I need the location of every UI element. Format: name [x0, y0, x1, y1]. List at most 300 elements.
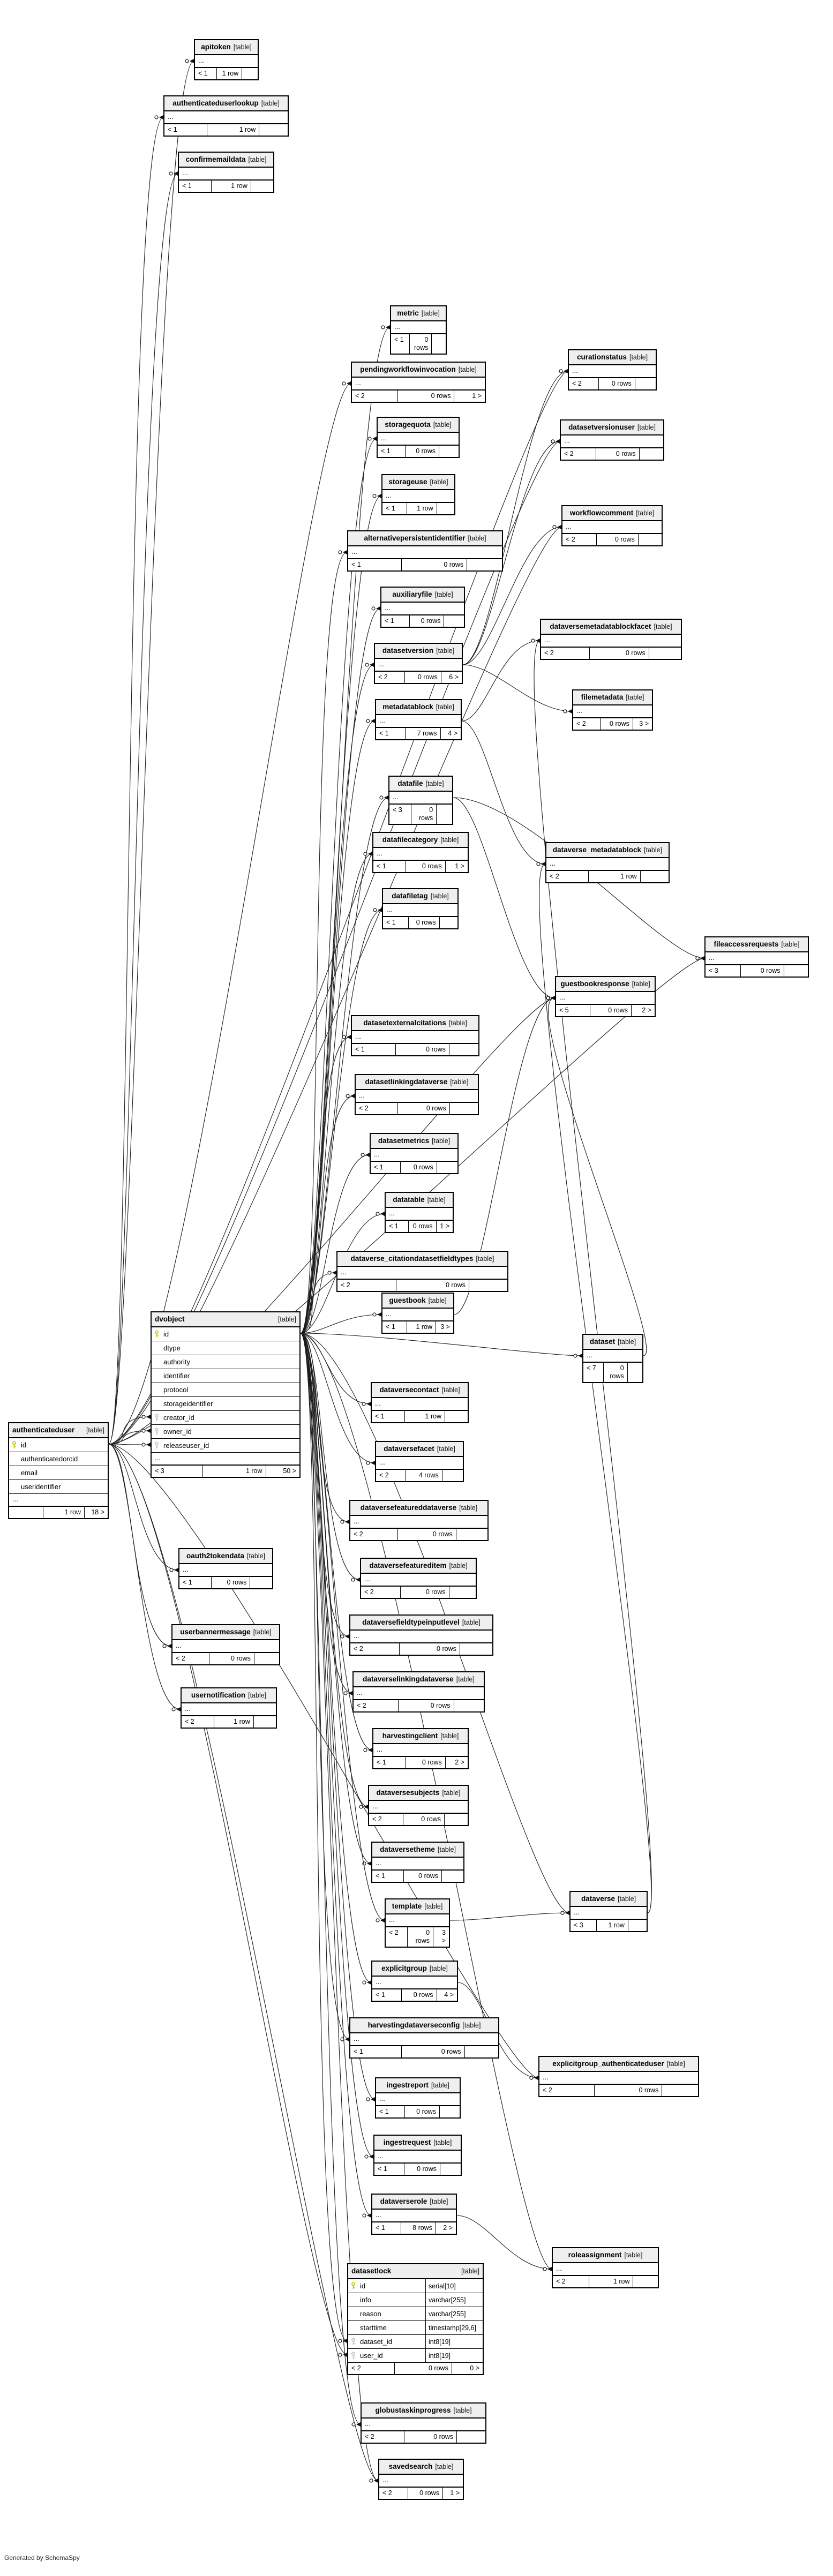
table-footer — [583, 1363, 642, 1382]
row-count: 0 rows — [596, 448, 639, 460]
outgoing-fk-count: 3 > — [440, 1323, 450, 1331]
column-row-starttime — [348, 2321, 483, 2335]
relationship-edge-template-dataverse — [450, 1913, 569, 1920]
incoming-fk-count: < 2 — [354, 1700, 399, 1711]
table-datafilecategory[interactable] — [372, 832, 469, 873]
incoming-fk-count: < 2 — [546, 871, 589, 882]
incoming-fk-count: < 2 — [337, 1280, 396, 1291]
table-name: filemetadata — [581, 693, 624, 701]
column-name: releaseuser_id — [163, 1441, 209, 1450]
table-name: metric — [397, 309, 419, 317]
table-fileaccessrequests[interactable] — [704, 936, 809, 978]
incoming-fk-count: < 2 — [172, 1653, 209, 1664]
incoming-fk-count: < 1 — [179, 181, 212, 192]
table-header — [378, 418, 459, 433]
relationship-edge-dataverse-dataverse_metadatablock — [539, 864, 651, 1913]
outgoing-fk-count — [445, 1814, 468, 1825]
incoming-fk-count: < 3 — [706, 965, 741, 977]
table-type-label: [table] — [617, 1895, 636, 1903]
outgoing-fk-count — [467, 559, 502, 570]
table-footer — [376, 2106, 460, 2117]
table-template[interactable] — [385, 1898, 450, 1948]
table-globustaskinprogress[interactable] — [361, 2402, 486, 2444]
row-count: 1 row — [217, 68, 243, 79]
table-footer — [546, 871, 669, 882]
table-auxiliaryfile[interactable] — [380, 587, 465, 628]
table-header — [573, 690, 652, 705]
table-footer — [389, 805, 452, 824]
outgoing-fk-count: 2 > — [443, 2224, 453, 2232]
table-header — [348, 531, 502, 546]
collapsed-columns-ellipsis: ... — [372, 2210, 456, 2222]
primary-key-icon — [152, 1330, 161, 1338]
table-datasetmetrics[interactable] — [370, 1133, 459, 1174]
outgoing-fk-count — [662, 2085, 698, 2096]
table-name: harvestingdataverseconfig — [367, 2021, 460, 2029]
table-guestbook[interactable] — [381, 1293, 454, 1334]
table-footer — [356, 1103, 478, 1114]
table-dataversetheme[interactable] — [371, 1842, 464, 1883]
collapsed-columns-ellipsis: ... — [391, 321, 446, 334]
table-name: fileaccessrequests — [714, 940, 779, 948]
table-datafiletag[interactable] — [382, 888, 459, 929]
table-type-label: [table] — [461, 2267, 479, 2275]
outgoing-fk-count — [254, 1653, 279, 1664]
table-header — [546, 843, 669, 858]
row-count: 1 row — [214, 1716, 254, 1728]
table-curationstatus[interactable] — [568, 349, 657, 390]
table-header — [373, 1729, 468, 1744]
table-footer — [383, 917, 457, 928]
column-name: storageidentifier — [163, 1400, 213, 1408]
table-name: ingestrequest — [383, 2138, 431, 2146]
table-footer — [382, 1321, 453, 1333]
collapsed-columns-ellipsis: ... — [583, 1350, 642, 1363]
table-type-label: [table] — [462, 1619, 481, 1626]
table-type-label: [table] — [436, 647, 455, 655]
outgoing-fk-count — [442, 1470, 463, 1481]
table-explicitgroup_authenticateduser[interactable] — [538, 2056, 699, 2097]
column-type: int8[19] — [425, 2349, 483, 2362]
table-storagequota[interactable] — [377, 417, 460, 458]
table-authenticateduserlookup[interactable] — [163, 95, 289, 137]
table-header — [371, 1134, 457, 1149]
table-name: dvobject — [155, 1315, 185, 1323]
outgoing-fk-count: 1 > — [450, 2489, 460, 2497]
table-header — [179, 1549, 272, 1564]
column-row-dataset_id — [348, 2335, 483, 2349]
table-header — [389, 777, 452, 792]
column-row-id — [348, 2279, 483, 2293]
relationship-edge-authenticateduser-authenticateduserlookup — [109, 117, 163, 1444]
table-name: metadatablock — [382, 703, 433, 711]
row-count: 0 rows — [604, 1363, 628, 1382]
table-name: dataverse_citationdatasetfieldtypes — [350, 1255, 474, 1263]
table-header — [361, 1559, 476, 1574]
collapsed-columns-ellipsis: ... — [553, 2263, 658, 2276]
column-name: authority — [163, 1358, 190, 1366]
collapsed-columns-ellipsis: ... — [541, 635, 681, 648]
table-footer — [372, 2222, 456, 2234]
table-footer — [379, 2488, 463, 2499]
collapsed-columns-ellipsis: ... — [350, 1631, 492, 1643]
column-type: varchar[255] — [425, 2307, 483, 2320]
table-type-label: [table] — [644, 846, 663, 854]
table-footer — [350, 1529, 487, 1540]
outgoing-fk-count: 50 > — [283, 1467, 296, 1475]
table-type-label: [table] — [629, 354, 648, 361]
table-dataverselinkingdataverse[interactable] — [352, 1671, 485, 1713]
table-name: dataversefeatureddataverse — [360, 1504, 457, 1512]
column-row-useridentifier — [9, 1480, 108, 1494]
incoming-fk-count: < 2 — [376, 1470, 406, 1481]
incoming-fk-count: < 2 — [569, 378, 599, 389]
collapsed-columns-ellipsis: ... — [378, 433, 459, 446]
table-dataversefeatureddataverse[interactable] — [349, 1500, 489, 1541]
incoming-fk-count: < 2 — [182, 1716, 214, 1728]
incoming-fk-count: < 2 — [386, 1927, 408, 1947]
table-header — [348, 2264, 483, 2279]
table-header — [362, 2404, 485, 2419]
column-row-authority — [152, 1355, 299, 1369]
table-type-label: [table] — [430, 478, 448, 486]
table-pendingworkflowinvocation[interactable] — [351, 362, 486, 403]
table-name: explicitgroup_authenticateduser — [552, 2060, 664, 2068]
row-count: 0 rows — [400, 1643, 460, 1655]
column-row-info — [348, 2293, 483, 2307]
relationship-edge-dvobject-dataset — [301, 1333, 582, 1356]
outgoing-fk-count — [445, 1411, 468, 1422]
table-type-label: [table] — [432, 1137, 451, 1145]
incoming-fk-count: < 7 — [583, 1363, 604, 1382]
table-footer — [373, 1757, 468, 1768]
incoming-fk-count: < 1 — [376, 2106, 405, 2117]
table-dataverse[interactable] — [569, 1891, 648, 1932]
incoming-fk-count: < 1 — [348, 559, 402, 570]
table-harvestingclient[interactable] — [372, 1728, 469, 1769]
table-name: workflowcomment — [569, 509, 634, 517]
table-footer — [172, 1653, 279, 1664]
table-header — [569, 350, 656, 365]
table-type-label: [table] — [450, 1078, 469, 1086]
collapsed-columns-ellipsis: ... — [372, 1977, 457, 1989]
table-name: datasetexternalcitations — [363, 1019, 446, 1027]
outgoing-fk-count — [456, 1529, 487, 1540]
incoming-fk-count: < 2 — [379, 2488, 408, 2499]
table-type-label: [table] — [421, 310, 440, 317]
table-dataset[interactable] — [582, 1334, 643, 1383]
table-name: dataversemetadatablockfacet — [550, 622, 651, 630]
table-alternativepersistentidentifier[interactable] — [347, 530, 503, 572]
relationship-edge-metadatablock-dataversemetadatablockfacet — [462, 641, 540, 721]
row-count: 1 row — [407, 1321, 436, 1333]
foreign-key-icon — [152, 1428, 161, 1436]
table-header — [152, 1312, 299, 1327]
outgoing-fk-count — [457, 2431, 485, 2443]
relationship-edge-authenticateduser-workflowcomment — [109, 527, 561, 1444]
row-count: 1 row — [43, 1507, 85, 1518]
table-header — [350, 1501, 487, 1516]
incoming-fk-count: < 1 — [164, 124, 207, 136]
table-footer — [569, 378, 656, 389]
row-count: 0 rows — [741, 965, 784, 977]
table-type-label: [table] — [253, 1628, 272, 1636]
table-confirmemaildata[interactable] — [178, 152, 274, 193]
incoming-fk-count: < 2 — [561, 448, 596, 460]
table-dataverserole[interactable] — [371, 2194, 457, 2235]
incoming-fk-count: < 1 — [372, 2222, 401, 2234]
incoming-fk-count: < 2 — [369, 1814, 403, 1825]
table-datasetversion[interactable] — [374, 643, 463, 684]
table-datasetversionuser[interactable] — [560, 419, 664, 461]
column-type: serial[10] — [425, 2279, 483, 2293]
table-dataversemetadatablockfacet[interactable] — [540, 619, 682, 660]
row-count: 0 rows — [411, 805, 437, 824]
incoming-fk-count: < 1 — [376, 728, 406, 739]
relationship-edge-datafile-guestbookresponse — [453, 798, 555, 998]
table-name: apitoken — [201, 43, 231, 51]
table-storageuse[interactable] — [381, 474, 455, 515]
outgoing-fk-count — [465, 2046, 498, 2057]
outgoing-fk-count — [635, 378, 656, 389]
table-name: dataversesubjects — [376, 1789, 440, 1797]
table-savedsearch[interactable] — [378, 2459, 464, 2500]
table-type-label: [table] — [456, 1676, 475, 1683]
relationship-edge-authenticateduser-dvobject — [109, 1444, 151, 1445]
table-workflowcomment[interactable] — [561, 505, 663, 546]
table-name: dataverserole — [380, 2197, 427, 2205]
table-datasetexternalcitations[interactable] — [351, 1015, 479, 1056]
table-header — [381, 588, 464, 603]
table-footer — [382, 503, 454, 514]
table-explicitgroup[interactable] — [371, 1961, 458, 2002]
table-dataverse_metadatablock[interactable] — [545, 842, 670, 883]
table-ingestrequest[interactable] — [373, 2135, 462, 2176]
column-name: email — [21, 1469, 38, 1477]
incoming-fk-count: < 1 — [391, 334, 410, 354]
incoming-fk-count: < 1 — [352, 1044, 396, 1055]
outgoing-fk-count: 1 > — [455, 862, 464, 870]
table-metric[interactable] — [390, 305, 447, 355]
table-dataversefacet[interactable] — [375, 1441, 464, 1482]
row-count: 0 rows — [209, 1653, 254, 1664]
collapsed-columns-ellipsis: ... — [350, 2033, 498, 2046]
table-header — [376, 1442, 463, 1457]
table-header — [179, 153, 273, 168]
outgoing-fk-count: 4 > — [444, 1991, 454, 1999]
column-type: int8[19] — [425, 2335, 483, 2348]
collapsed-columns-ellipsis: ... — [376, 1457, 463, 1470]
incoming-fk-count: < 2 — [350, 1643, 400, 1655]
row-count: 1 row — [589, 871, 640, 882]
table-footer — [376, 1470, 463, 1481]
table-type-label: [table] — [624, 2251, 643, 2259]
outgoing-fk-count: 18 > — [91, 1508, 104, 1516]
table-type-label: [table] — [458, 366, 477, 373]
table-type-label: [table] — [636, 509, 655, 517]
collapsed-columns-ellipsis: ... — [561, 435, 663, 448]
outgoing-fk-count — [628, 1920, 647, 1931]
table-type-label: [table] — [462, 2022, 481, 2029]
incoming-fk-count: < 2 — [541, 648, 590, 659]
column-name: id — [360, 2282, 366, 2290]
table-dataversefeatureditem[interactable] — [360, 1558, 477, 1599]
table-name: harvestingclient — [382, 1732, 438, 1740]
outgoing-fk-count — [439, 446, 459, 457]
column-name: id — [21, 1441, 27, 1449]
table-apitoken[interactable] — [194, 39, 259, 80]
table-name: datasetlinkingdataverse — [365, 1078, 448, 1086]
outgoing-fk-count — [649, 648, 681, 659]
outgoing-fk-count — [449, 1044, 478, 1055]
primary-key-icon — [9, 1441, 19, 1449]
table-type-label: [table] — [781, 941, 800, 948]
table-footer — [571, 1920, 647, 1931]
row-count: 0 rows — [595, 2085, 662, 2096]
column-row-storageidentifier — [152, 1397, 299, 1411]
row-count: 0 rows — [396, 1280, 469, 1291]
table-footer — [372, 1871, 463, 1882]
table-header — [352, 363, 485, 378]
table-footer — [556, 1005, 655, 1016]
outgoing-fk-count — [259, 124, 288, 136]
table-header — [352, 1016, 478, 1031]
outgoing-fk-count — [449, 1587, 476, 1598]
table-name: dataversefeatureditem — [369, 1561, 447, 1569]
column-row-reason — [348, 2307, 483, 2321]
table-name: authenticateduser — [12, 1426, 75, 1434]
outgoing-fk-count: 1 > — [440, 1222, 449, 1230]
table-datasetlock[interactable] — [347, 2263, 484, 2375]
column-row-identifier — [152, 1369, 299, 1383]
table-type-label: [table] — [437, 1846, 456, 1853]
column-name: id — [163, 1330, 169, 1338]
row-count: 0 rows — [408, 2488, 443, 2499]
column-row-releaseuser_id — [152, 1439, 299, 1453]
collapsed-columns-ellipsis: ... — [356, 1090, 478, 1103]
table-name: datafiletag — [392, 892, 428, 900]
table-type-label: [table] — [433, 2139, 452, 2146]
table-type-label: [table] — [246, 1552, 266, 1560]
table-header — [350, 1616, 492, 1631]
table-name: datafile — [397, 779, 423, 787]
table-name: dataversefacet — [384, 1445, 434, 1453]
table-footer — [378, 446, 459, 457]
table-header — [541, 620, 681, 635]
outgoing-fk-count — [641, 871, 669, 882]
table-footer — [195, 68, 258, 79]
table-footer — [375, 672, 462, 683]
table-metadatablock[interactable] — [375, 699, 462, 740]
table-oauth2tokendata[interactable] — [178, 1548, 273, 1589]
table-header — [553, 2248, 658, 2263]
table-footer — [350, 2046, 498, 2057]
table-name: oauth2tokendata — [186, 1552, 244, 1560]
table-userbannermessage[interactable] — [171, 1624, 280, 1665]
relationship-edge-dataverserole-roleassignment — [457, 2215, 552, 2269]
row-count: 0 rows — [404, 2164, 440, 2175]
collapsed-columns-ellipsis: ... — [379, 2475, 463, 2488]
table-name: pendingworkflowinvocation — [360, 365, 456, 373]
primary-key-icon — [348, 2282, 358, 2290]
collapsed-columns-ellipsis: ... — [381, 603, 464, 615]
outgoing-fk-count — [628, 1363, 642, 1382]
table-name: curationstatus — [576, 353, 627, 361]
table-usernotification[interactable] — [181, 1687, 277, 1729]
incoming-fk-count: < 2 — [350, 1529, 398, 1540]
row-count: 0 rows — [408, 1927, 433, 1947]
table-name: dataversetheme — [380, 1845, 435, 1853]
table-header — [382, 475, 454, 490]
row-count: 0 rows — [406, 1757, 446, 1768]
table-footer — [562, 534, 662, 545]
table-header — [376, 700, 461, 715]
collapsed-columns-ellipsis: ... — [164, 111, 288, 124]
table-header — [164, 96, 288, 111]
table-footer — [348, 2363, 483, 2374]
table-header — [391, 306, 446, 321]
row-count: 0 rows — [398, 1103, 449, 1114]
table-footer — [386, 1927, 449, 1947]
table-header — [379, 2460, 463, 2475]
row-count: 4 rows — [406, 1470, 442, 1481]
table-dataverse_citationdatasetfieldtypes[interactable] — [336, 1251, 508, 1292]
table-name: dataverse_metadatablock — [552, 846, 642, 854]
collapsed-columns-ellipsis: ... — [386, 1914, 449, 1927]
incoming-fk-count: < 2 — [352, 390, 398, 402]
table-dataversecontact[interactable] — [371, 1382, 469, 1423]
table-header — [369, 1786, 468, 1801]
table-header — [372, 1962, 457, 1977]
table-ingestreport[interactable] — [375, 2077, 461, 2119]
table-type-label: [table] — [468, 535, 486, 542]
row-count: 0 rows — [395, 2363, 452, 2374]
table-type-label: [table] — [86, 1426, 104, 1434]
column-name: useridentifier — [21, 1483, 61, 1491]
table-header — [583, 1335, 642, 1350]
relationship-edge-authenticateduser-usernotification — [109, 1444, 181, 1709]
incoming-fk-count: < 2 — [362, 2431, 404, 2443]
table-datasetlinkingdataverse[interactable] — [355, 1074, 479, 1115]
table-dvobject[interactable] — [151, 1311, 301, 1478]
table-dataversesubjects[interactable] — [368, 1785, 469, 1826]
row-count: 0 rows — [590, 1005, 632, 1016]
table-name: datasetversion — [382, 647, 434, 655]
outgoing-fk-count — [432, 334, 446, 354]
column-name: owner_id — [163, 1428, 192, 1436]
table-name: auxiliaryfile — [392, 590, 432, 598]
table-type-label: [table] — [427, 1196, 446, 1204]
table-authenticateduser[interactable] — [8, 1422, 109, 1519]
table-type-label: [table] — [449, 1562, 468, 1569]
row-count: 0 rows — [401, 1587, 449, 1598]
table-guestbookresponse[interactable] — [555, 976, 656, 1017]
outgoing-fk-count — [254, 1716, 276, 1728]
table-header — [375, 644, 462, 659]
outgoing-fk-count — [450, 1103, 478, 1114]
incoming-fk-count — [9, 1507, 43, 1518]
row-count: 1 row — [407, 503, 437, 514]
table-footer — [354, 1700, 484, 1711]
table-dataversefieldtypeinputlevel[interactable] — [349, 1614, 493, 1656]
table-harvestingdataverseconfig[interactable] — [349, 2017, 499, 2059]
table-filemetadata[interactable] — [572, 689, 653, 731]
outgoing-fk-count: 4 > — [448, 730, 457, 737]
table-roleassignment[interactable] — [552, 2247, 659, 2288]
table-header — [195, 40, 258, 55]
table-datafile[interactable] — [388, 776, 453, 825]
table-datatable[interactable] — [385, 1192, 454, 1233]
